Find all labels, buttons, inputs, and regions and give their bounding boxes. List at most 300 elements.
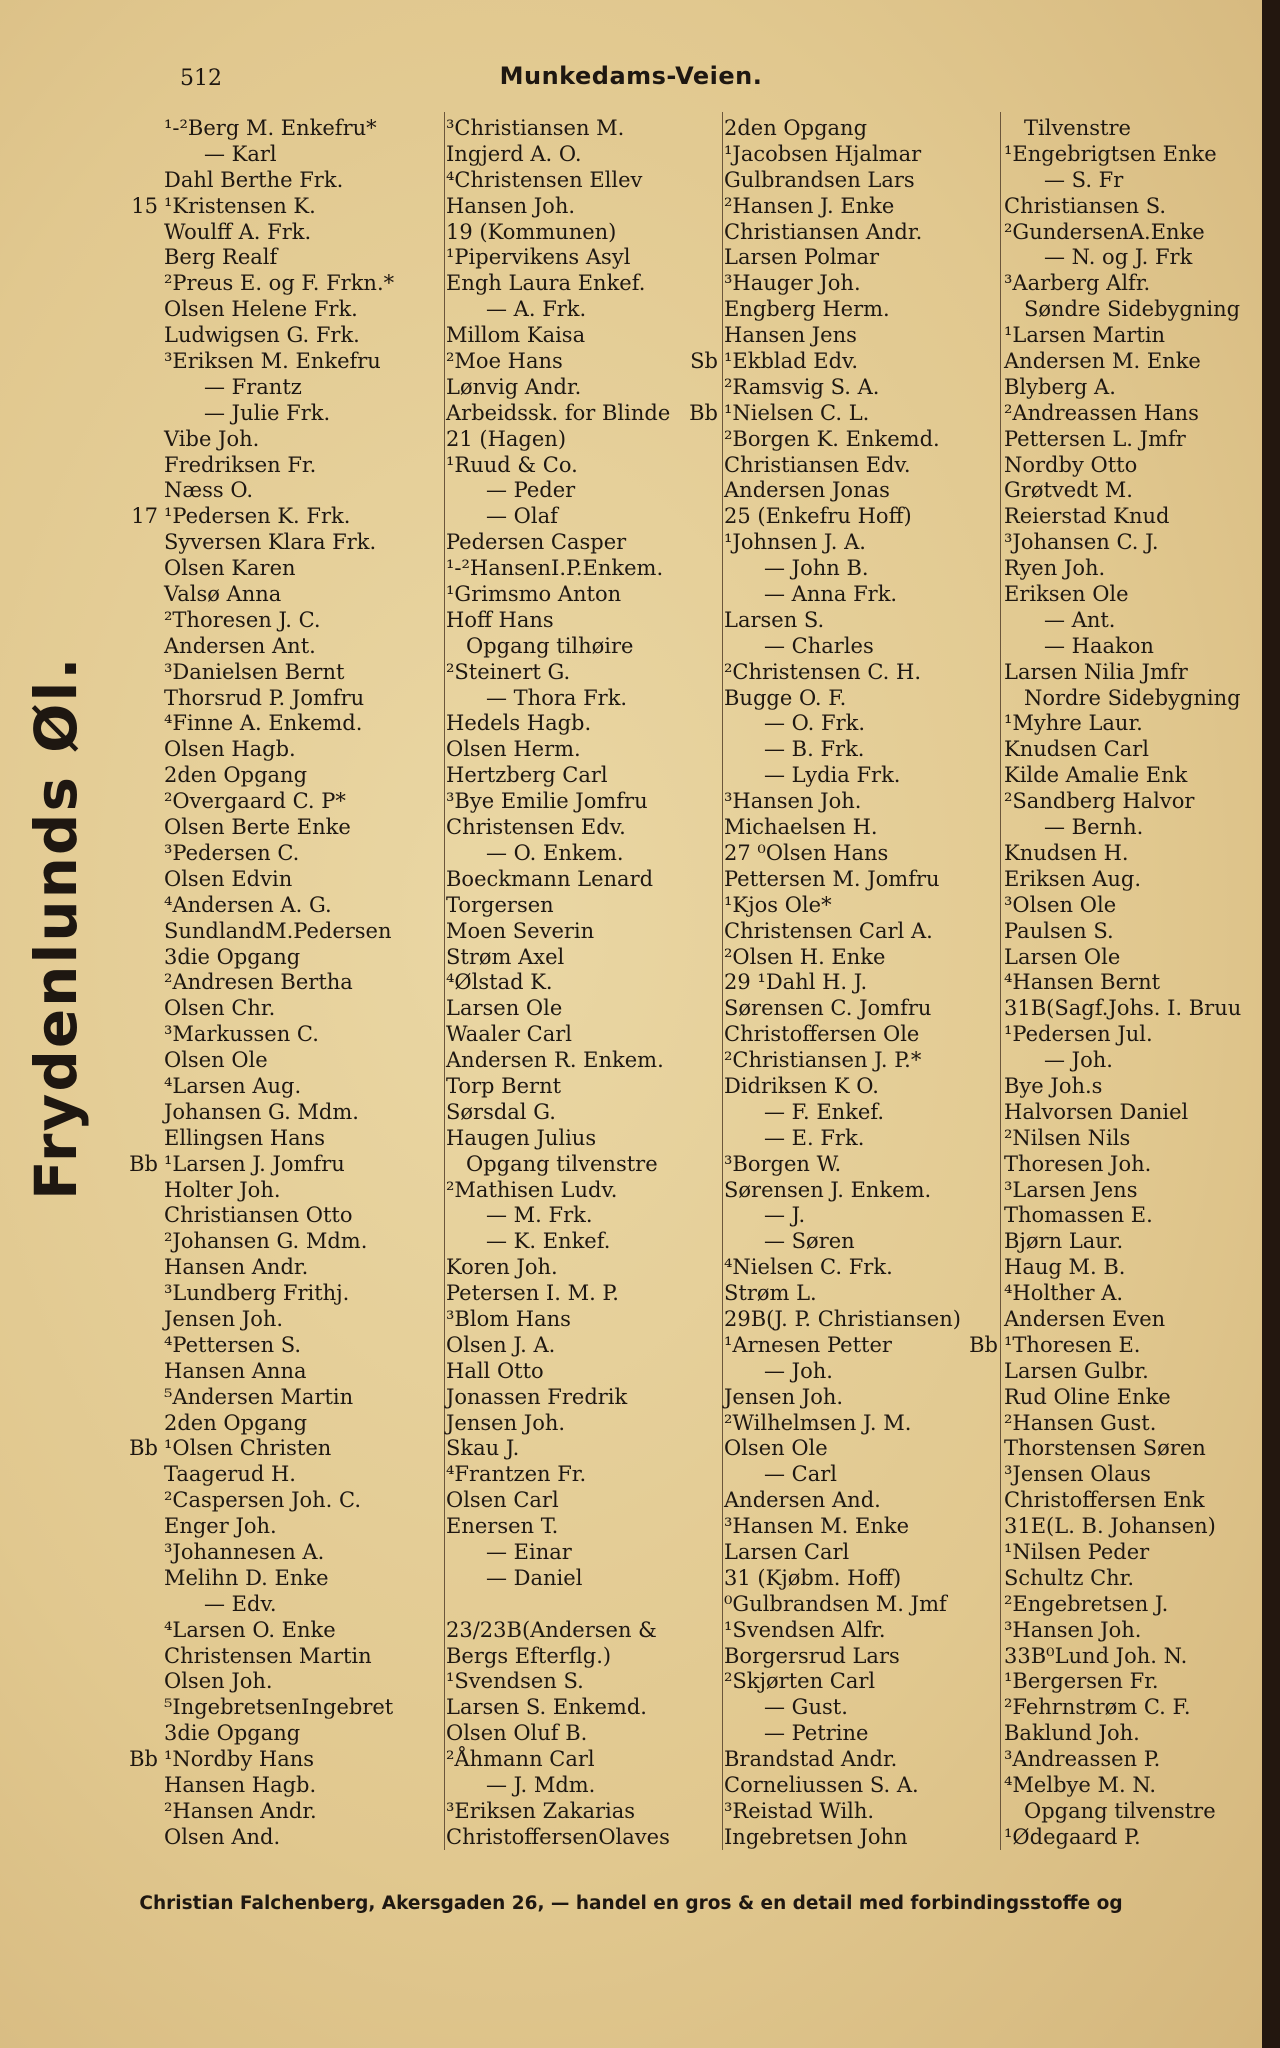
entry-text: 2den Opgang: [164, 1410, 308, 1435]
directory-entry: [724, 1333, 1002, 1359]
directory-entry: [446, 116, 724, 142]
directory-entry: [446, 1799, 724, 1825]
directory-entry: [446, 168, 724, 194]
entry-text: Valsø Anna: [164, 582, 282, 607]
entry-text: 2den Opgang: [724, 116, 868, 140]
entry-text: Olsen Herm.: [446, 737, 581, 762]
directory-entry: [724, 1074, 1002, 1100]
directory-entry: [446, 945, 724, 971]
entry-text: Sørensen J. Enkem.: [724, 1177, 932, 1202]
directory-entry: [1004, 349, 1260, 375]
directory-entry: [164, 867, 444, 893]
entry-text: Bugge O. F.: [724, 685, 847, 710]
entry-text: Jensen Joh.: [164, 1306, 284, 1331]
entry-text: Larsen S. Enkemd.: [446, 1695, 647, 1720]
entry-text: Strøm Axel: [446, 944, 565, 969]
directory-entry: [1004, 1592, 1260, 1618]
entry-text: ¹Larsen Martin: [1004, 323, 1166, 348]
entry-text: ³Hansen M. Enke: [724, 1514, 910, 1539]
page-number: 512: [180, 66, 222, 91]
entry-text: ¹Svendsen S.: [446, 1669, 584, 1694]
entry-text: ²Nilsen Nils: [1004, 1125, 1131, 1150]
directory-entry: [164, 1048, 444, 1074]
entry-text: Thomassen E.: [1004, 1203, 1153, 1228]
directory-entry: [446, 582, 724, 608]
directory-entry: [1004, 1359, 1260, 1385]
directory-entry: [1004, 1514, 1260, 1540]
entry-text: Knudsen H.: [1004, 840, 1129, 865]
entry-text: Pedersen Casper: [446, 530, 627, 555]
directory-entry: [446, 1229, 724, 1255]
entry-text: ³Johannesen A.: [164, 1539, 325, 1564]
directory-entry: [1004, 478, 1260, 504]
directory-entry: [1004, 1022, 1260, 1048]
entry-text: Christensen Martin: [164, 1643, 372, 1668]
directory-entry: [1004, 815, 1260, 841]
directory-entry: [1004, 1566, 1260, 1592]
directory-entry: [446, 1721, 724, 1747]
entry-text: 21 (Hagen): [446, 426, 567, 451]
directory-entry: [1004, 504, 1260, 530]
entry-text: Olsen Edvin: [164, 866, 293, 891]
entry-text: Knudsen Carl: [1004, 737, 1149, 762]
directory-entry: [1004, 297, 1260, 323]
house-marker: Bb: [969, 1332, 998, 1357]
entry-text: Syversen Klara Frk.: [164, 530, 377, 555]
directory-entry: [1004, 1048, 1260, 1074]
entry-text: Jonassen Fredrik: [446, 1384, 628, 1409]
directory-entry: [446, 1359, 724, 1385]
directory-entry: [446, 401, 724, 427]
directory-entry: [724, 271, 1002, 297]
entry-text: ¹-²HansenI.P.Enkem.: [446, 556, 664, 581]
directory-entry: [446, 660, 724, 686]
directory-entry: [446, 1333, 724, 1359]
directory-entry: [446, 815, 724, 841]
directory-entry: [446, 1126, 724, 1152]
entry-text: ²Ramsvig S. A.: [724, 374, 880, 399]
directory-entry: [129, 1747, 444, 1773]
entry-text: ³Bye Emilie Jomfru: [446, 789, 648, 814]
entry-text: 3die Opgang: [164, 944, 301, 969]
directory-entry: [724, 1281, 1002, 1307]
entry-text: ⁵IngebretsenIngebret: [164, 1695, 394, 1720]
entry-text: Ellingsen Hans: [164, 1125, 325, 1150]
directory-entry: [724, 1462, 1002, 1488]
entry-text: Melihn D. Enke: [164, 1565, 329, 1590]
entry-text: — J. Mdm.: [486, 1773, 596, 1797]
entry-text: — Karl: [204, 141, 277, 166]
directory-entry: [1004, 271, 1260, 297]
directory-entry: [446, 427, 724, 453]
entry-text: Christiansen S.: [1004, 193, 1167, 218]
directory-entry: [1004, 1203, 1260, 1229]
directory-entry: [164, 1825, 444, 1851]
directory-entry: [1004, 116, 1260, 142]
entry-text: Tilvenstre: [1024, 116, 1131, 140]
directory-entry: [724, 1229, 1002, 1255]
entry-text: Hertzberg Carl: [446, 763, 608, 788]
directory-entry: [724, 1695, 1002, 1721]
directory-entry: [164, 582, 444, 608]
entry-text: Opgang tilvenstre: [466, 1151, 658, 1176]
directory-entry: [724, 867, 1002, 893]
entry-text: Skau J.: [446, 1436, 520, 1461]
directory-entry: [164, 1333, 444, 1359]
directory-entry: [1004, 1126, 1260, 1152]
directory-entry: [164, 453, 444, 479]
entry-text: Christoffersen Enk: [1004, 1488, 1205, 1513]
directory-entry: [724, 1747, 1002, 1773]
directory-entry: [1004, 608, 1260, 634]
entry-text: ²Wilhelmsen J. M.: [724, 1410, 912, 1435]
directory-entry: [446, 1825, 724, 1851]
entry-text: Hall Otto: [446, 1358, 544, 1383]
entry-text: ³Hansen Joh.: [1004, 1617, 1142, 1642]
directory-entry: [164, 1514, 444, 1540]
directory-entry: [1004, 841, 1260, 867]
directory-entry: [724, 815, 1002, 841]
directory-entry: [446, 893, 724, 919]
entry-text: ¹Pedersen K. Frk.: [164, 504, 351, 529]
entry-text: Bye Joh.s: [1004, 1073, 1103, 1098]
entry-text: Haug M. B.: [1004, 1255, 1126, 1280]
entry-text: ¹Jacobsen Hjalmar: [724, 141, 922, 166]
entry-text: ³Johansen C. J.: [1004, 530, 1159, 555]
directory-entry: [446, 1644, 724, 1670]
directory-entry: [1004, 711, 1260, 737]
directory-entry: [724, 297, 1002, 323]
entry-text: ¹Nordby Hans: [164, 1747, 315, 1772]
directory-entry: [164, 893, 444, 919]
directory-entry: [446, 1385, 724, 1411]
entry-text: 23/23B(Andersen &: [446, 1617, 657, 1642]
directory-entry: [446, 634, 724, 660]
entry-text: ¹Engebrigtsen Enke: [1004, 141, 1217, 166]
directory-entry: [164, 1359, 444, 1385]
entry-text: Moen Severin: [446, 918, 595, 943]
entry-text: Sørsdal G.: [446, 1099, 556, 1124]
directory-entry: [724, 1721, 1002, 1747]
directory-entry: [164, 1644, 444, 1670]
entry-text: ³Pedersen C.: [164, 840, 300, 865]
entry-text: ²Hansen Gust.: [1004, 1410, 1157, 1435]
entry-text: Olsen Oluf B.: [446, 1721, 588, 1746]
entry-text: 33B⁰Lund Joh. N.: [1004, 1643, 1188, 1668]
directory-entry: [446, 1514, 724, 1540]
entry-text: Andersen M. Enke: [1004, 349, 1201, 374]
entry-text: — Joh.: [764, 1358, 833, 1383]
directory-entry: [129, 1151, 444, 1178]
directory-entry: [724, 427, 1002, 453]
entry-text: — K. Enkef.: [486, 1229, 611, 1254]
directory-entry: [164, 1566, 444, 1592]
directory-entry: [164, 1255, 444, 1281]
house-marker: Bb: [689, 400, 718, 425]
directory-entry: [446, 1411, 724, 1437]
entry-text: Larsen S.: [724, 607, 825, 632]
directory-entry: [1004, 427, 1260, 453]
entry-text: Strøm L.: [724, 1281, 817, 1306]
entry-text: ⁴Christensen Ellev: [446, 167, 643, 192]
directory-entry: [1004, 660, 1260, 686]
directory-entry: [724, 220, 1002, 246]
entry-text: ¹Svendsen Alfr.: [724, 1617, 886, 1642]
entry-text: ³Hansen Joh.: [724, 789, 862, 814]
entry-text: ²Fehrnstrøm C. F.: [1004, 1695, 1191, 1720]
directory-entry: [969, 1332, 1260, 1359]
entry-text: ⁴Andersen A. G.: [164, 892, 332, 917]
directory-entry: [1004, 1695, 1260, 1721]
entry-text: Bjørn Laur.: [1004, 1229, 1124, 1254]
directory-entry: [131, 504, 444, 530]
entry-text: Larsen Ole: [1004, 944, 1121, 969]
directory-entry: [446, 1618, 724, 1644]
entry-text: — Anna Frk.: [764, 582, 898, 607]
directory-entry: [164, 1126, 444, 1152]
entry-text: ⁴Hansen Bernt: [1004, 970, 1161, 995]
directory-entry: [724, 1773, 1002, 1799]
directory-entry: [724, 1178, 1002, 1204]
directory-entry: [446, 686, 724, 712]
entry-text: — Edv.: [204, 1591, 277, 1616]
directory-entry: [446, 194, 724, 220]
entry-text: ²Johansen G. Mdm.: [164, 1229, 368, 1254]
entry-text: ¹Ødegaard P.: [1004, 1824, 1141, 1849]
entry-text: Berg Realf: [164, 245, 278, 270]
entry-text: ⁴Melbye M. N.: [1004, 1773, 1157, 1797]
directory-entry: [446, 375, 724, 401]
directory-entry: [164, 634, 444, 660]
entry-text: — Peder: [486, 478, 576, 503]
directory-entry: [1004, 142, 1260, 168]
entry-text: ²Moe Hans: [446, 349, 563, 374]
directory-entry: [1004, 1825, 1260, 1851]
directory-entry: [1004, 867, 1260, 893]
entry-text: Engberg Herm.: [724, 297, 890, 322]
house-marker: 17: [131, 504, 158, 529]
entry-text: ⁵Andersen Martin: [164, 1384, 354, 1409]
directory-entry: [724, 789, 1002, 815]
entry-text: Opgang tilvenstre: [1024, 1798, 1216, 1823]
entry-text: Ryen Joh.: [1004, 556, 1106, 581]
entry-text: Ingjerd A. O.: [446, 141, 582, 166]
directory-entry: [446, 1773, 724, 1799]
directory-entry: [1004, 1074, 1260, 1100]
directory-entry: [164, 660, 444, 686]
entry-text: ¹Kristensen K.: [164, 193, 316, 218]
directory-entry: [164, 996, 444, 1022]
directory-entry: [446, 323, 724, 349]
entry-text: ²Preus E. og F. Frkn.*: [164, 271, 395, 296]
entry-text: — J.: [764, 1203, 806, 1228]
entry-text: — Charles: [764, 633, 874, 658]
directory-entry: [164, 1592, 444, 1618]
directory-entry: [724, 323, 1002, 349]
directory-entry: [164, 1799, 444, 1825]
directory-entry: [1004, 1540, 1260, 1566]
directory-entry: [446, 349, 724, 375]
entry-text: ²Skjørten Carl: [724, 1669, 876, 1694]
entry-text: ¹Pipervikens Asyl: [446, 245, 631, 270]
directory-entry: [164, 737, 444, 763]
directory-entry: [446, 970, 724, 996]
directory-entry: [724, 1126, 1002, 1152]
directory-entry: [446, 996, 724, 1022]
entry-text: Fredriksen Fr.: [164, 452, 317, 477]
entry-text: — Bernh.: [1044, 815, 1144, 840]
directory-entry: [446, 220, 724, 246]
directory-entry: [724, 634, 1002, 660]
entry-text: Pettersen M. Jomfru: [724, 866, 940, 891]
directory-entry: [724, 1255, 1002, 1281]
entry-text: 27 ⁰Olsen Hans: [724, 840, 889, 865]
directory-entry: [724, 1825, 1002, 1851]
entry-text: Baklund Joh.: [1004, 1721, 1140, 1746]
entry-text: Eriksen Aug.: [1004, 866, 1142, 891]
entry-text: Vibe Joh.: [164, 426, 260, 451]
entry-text: — Thora Frk.: [486, 685, 628, 710]
directory-entry: [446, 504, 724, 530]
entry-text: 29B(J. P. Christiansen): [724, 1306, 961, 1331]
entry-text: ¹Arnesen Petter: [724, 1332, 892, 1357]
column-4: [969, 116, 1260, 1851]
entry-text: ¹Myhre Laur.: [1004, 711, 1143, 736]
entry-text: Nordby Otto: [1004, 452, 1138, 477]
directory-entry: [446, 1074, 724, 1100]
directory-entry: [1004, 556, 1260, 582]
directory-entry: [164, 349, 444, 375]
entry-text: Torgersen: [446, 892, 554, 917]
directory-entry: [1004, 1307, 1260, 1333]
directory-entry: [1004, 1229, 1260, 1255]
entry-text: — Daniel: [486, 1565, 583, 1590]
entry-text: Ingebretsen John: [724, 1824, 908, 1849]
directory-entry: [724, 478, 1002, 504]
entry-text: ²Andresen Bertha: [164, 970, 353, 995]
directory-entry: [446, 867, 724, 893]
entry-text: ¹Thoresen E.: [1004, 1332, 1141, 1357]
directory-entry: [724, 686, 1002, 712]
directory-entry: [446, 1488, 724, 1514]
directory-entry: [446, 297, 724, 323]
entry-text: Olsen Karen: [164, 556, 296, 581]
directory-entry: [1004, 168, 1260, 194]
entry-text: Larsen Polmar: [724, 245, 880, 270]
entry-text: Nordre Sidebygning: [1024, 685, 1241, 710]
directory-entry: [446, 1462, 724, 1488]
directory-entry: [724, 996, 1002, 1022]
entry-text: ³Andreassen P.: [1004, 1747, 1161, 1772]
column-3: [689, 116, 1002, 1851]
directory-entry: [1004, 1644, 1260, 1670]
entry-text: — Einar: [486, 1539, 572, 1564]
entry-text: ²Christiansen J. P.*: [724, 1048, 922, 1073]
entry-text: ¹Grimsmo Anton: [446, 582, 622, 607]
directory-entry: [724, 556, 1002, 582]
directory-entry: [164, 1307, 444, 1333]
entry-text: Didriksen K O.: [724, 1073, 879, 1098]
directory-entry: [446, 1307, 724, 1333]
entry-text: — Petrine: [764, 1721, 869, 1746]
directory-entry: [1004, 582, 1260, 608]
entry-text: Olsen J. A.: [446, 1332, 556, 1357]
directory-entry: [724, 582, 1002, 608]
entry-text: Millom Kaisa: [446, 323, 586, 348]
entry-text: Bergs Efterflg.): [446, 1643, 612, 1668]
directory-entry: [724, 737, 1002, 763]
entry-text: Thorstensen Søren: [1004, 1436, 1206, 1461]
entry-text: ⁴Larsen Aug.: [164, 1073, 302, 1098]
directory-entry: [724, 1385, 1002, 1411]
entry-text: Schultz Chr.: [1004, 1565, 1135, 1590]
directory-entry: [1004, 1488, 1260, 1514]
entry-text: Brandstad Andr.: [724, 1747, 898, 1772]
entry-text: — S. Fr: [1044, 167, 1124, 192]
directory-entry: [724, 970, 1002, 996]
page-title: Munkedams-Veien.: [499, 62, 763, 90]
entry-text: ³Eriksen M. Enkefru: [164, 349, 381, 374]
directory-entry: [446, 1436, 724, 1462]
entry-text: ³Hauger Joh.: [724, 271, 861, 296]
entry-text: ⁰Gulbrandsen M. Jmf: [724, 1591, 947, 1616]
entry-text: Arbeidssk. for Blinde: [446, 400, 671, 425]
directory-entry: [164, 245, 444, 271]
directory-entry: [724, 1436, 1002, 1462]
entry-text: ²Sandberg Halvor: [1004, 789, 1195, 814]
directory-entry: [446, 453, 724, 479]
directory-entry: [724, 1618, 1002, 1644]
entry-text: ⁴Finne A. Enkemd.: [164, 711, 363, 736]
entry-text: — M. Frk.: [486, 1203, 593, 1228]
directory-entry: [446, 245, 724, 271]
entry-text: Haugen Julius: [446, 1125, 597, 1150]
directory-entry: [1004, 1773, 1260, 1799]
directory-entry: [446, 763, 724, 789]
directory-entry: [446, 1566, 724, 1592]
entry-text: Christensen Edv.: [446, 815, 626, 840]
entry-text: Taagerud H.: [164, 1462, 296, 1487]
entry-text: SundlandM.Pedersen: [164, 918, 392, 943]
directory-entry: [446, 478, 724, 504]
entry-text: Boeckmann Lenard: [446, 866, 654, 891]
directory-entry: [164, 1074, 444, 1100]
entry-text: Dahl Berthe Frk.: [164, 167, 344, 192]
directory-entry: [1004, 1178, 1260, 1204]
directory-entry: [446, 789, 724, 815]
entry-text: ³Danielsen Bernt: [164, 659, 345, 684]
entry-text: Torp Bernt: [446, 1073, 562, 1098]
entry-text: Hansen Joh.: [446, 193, 576, 218]
entry-text: Larsen Gulbr.: [1004, 1358, 1149, 1383]
entry-text: ³Larsen Jens: [1004, 1177, 1138, 1202]
entry-text: ²Thoresen J. C.: [164, 607, 321, 632]
directory-entry: [1004, 970, 1260, 996]
entry-text: ¹Nilsen Peder: [1004, 1539, 1150, 1564]
entry-text: — Joh.: [1044, 1048, 1113, 1073]
directory-entry: [1004, 1462, 1260, 1488]
directory-entry: [446, 919, 724, 945]
directory-entry: [724, 375, 1002, 401]
directory-entry: [131, 193, 444, 220]
entry-text: ²Hansen J. Enke: [724, 193, 895, 218]
directory-entry: [446, 711, 724, 737]
directory-entry: [164, 375, 444, 401]
directory-entry: [129, 1436, 444, 1462]
directory-entry: [164, 1385, 444, 1411]
entry-text: ³Jensen Olaus: [1004, 1462, 1151, 1487]
entry-text: — B. Frk.: [764, 737, 865, 762]
